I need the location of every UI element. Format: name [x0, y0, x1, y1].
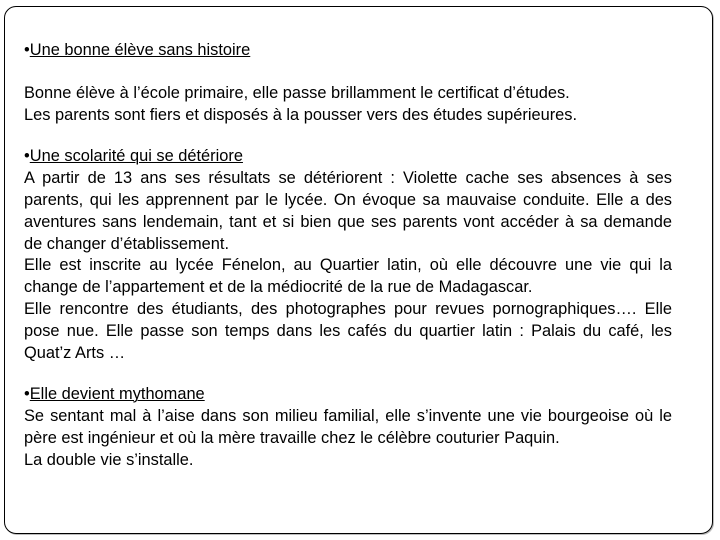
paragraph: A partir de 13 ans ses résultats se détériorent : Violette cache ses absences à ses parents, qui les apprennent par le lycée. On évoque sa mauvaise conduite. Elle a des aventures sans lendemain, tant et si bien que ses parents vont accéder à sa demande de changer d’établissement.	[24, 169, 672, 253]
section-scolarite	[24, 146, 672, 364]
section-heading: •Elle devient mythomane	[24, 385, 205, 404]
bullet-icon: •	[24, 385, 30, 404]
paragraph: Les parents sont fiers et disposés à la pousser vers des études supérieures.	[24, 105, 578, 124]
paragraph: Elle rencontre des étudiants, des photographes pour revues pornographiques…. Elle pose nue. Elle passe son temps dans les cafés du quartier latin : Palais du café, les Quat’z Arts …	[24, 299, 672, 362]
bullet-icon: •	[24, 41, 30, 59]
section-heading: •Une scolarité qui se détériore	[24, 147, 243, 166]
slide-content	[24, 40, 672, 472]
paragraph: Elle est inscrite au lycée Fénelon, au Quartier latin, où elle découvre une vie qui la change de l’appartement et de la médiocrité de la rue de Madagascar.	[24, 256, 672, 297]
section-mythomane	[24, 384, 672, 471]
section-heading: •Une bonne élève sans histoire	[24, 41, 251, 59]
section-bonne-eleve	[24, 40, 672, 126]
paragraph: Se sentant mal à l’aise dans son milieu familial, elle s’invente une vie bourgeoise où le père est ingénieur et où la mère travaille chez le célèbre couturier Paquin.	[24, 407, 672, 447]
bullet-icon: •	[24, 147, 30, 166]
paragraph: Bonne élève à l’école primaire, elle passe brillamment le certificat d’études.	[24, 83, 570, 102]
paragraph: La double vie s’installe.	[24, 450, 194, 469]
